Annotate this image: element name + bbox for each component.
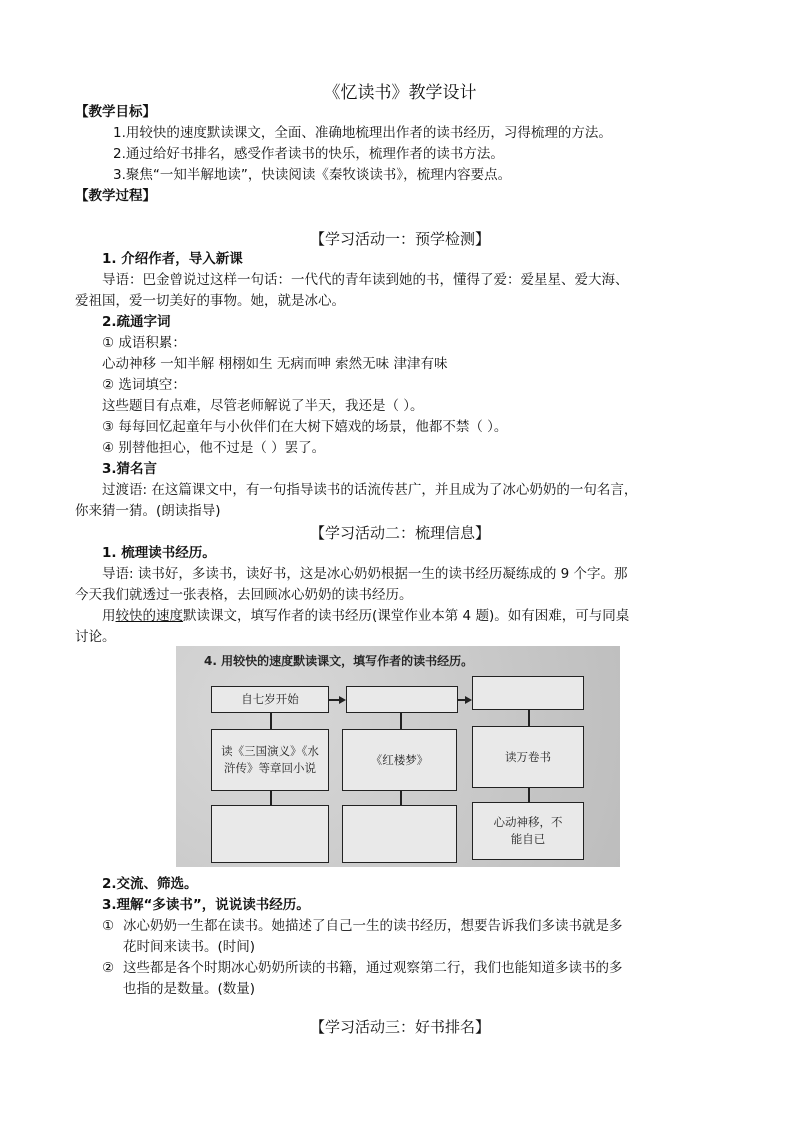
activity2-task-a (102, 606, 629, 626)
activity1-step1-text-b: 爱祖国，爱一切美好的事物。她，就是冰心。 (75, 293, 345, 309)
point2-text-a: 这些都是各个时期冰心奶奶所读的书籍，通过观察第二行，我们也能知道多读书的多 (123, 960, 623, 976)
activity1-step1-text-a: 导语：巴金曾说过这样一句话：一代代的青年读到她的书，懂得了爱：爱星星、爱大海、 (102, 272, 629, 288)
activity2-heading: 【学习活动二：梳理信息】 (309, 524, 490, 542)
fill-label: ② 选词填空： (102, 377, 186, 393)
box-start: 自七岁开始 (211, 686, 329, 713)
activity1-step2-title: 2.疏通字词 (102, 314, 171, 330)
activity2-step3-title: 3.理解“多读书”，说说读书经历。 (102, 897, 310, 913)
connector-line (400, 791, 402, 805)
point2-text-b: 也指的是数量。(数量) (123, 981, 256, 997)
task-pre: 用 (102, 608, 116, 624)
box-stage-2 (346, 686, 458, 713)
connector-line (528, 788, 530, 802)
figure-heading: 4. 用较快的速度默读课文，填写作者的读书经历。 (204, 654, 474, 668)
activity2-intro-a: 导语: 读书好，多读书，读好书，这是冰心奶奶根据一生的读书经历凝练成的 9 个字。那 (102, 566, 628, 582)
activity2-step2-title: 2.交流、筛选。 (102, 876, 198, 892)
activity2-step1-title: 1. 梳理读书经历。 (102, 545, 216, 561)
activity1-step3-text-a: 过渡语: 在这篇课文中，有一句指导读书的话流传甚广，并且成为了冰心奶奶的一句名言， (102, 482, 638, 498)
document-title: 《忆读书》教学设计 (323, 83, 477, 103)
connector-line (270, 713, 272, 729)
fill-question-3: ④ 别替他担心，他不过是（ ）罢了。 (102, 440, 326, 456)
box-stage-3 (472, 676, 584, 710)
box-sanguo: 读《三国演义》《水浒传》等章回小说 (211, 729, 329, 791)
goal-2: 2.通过给好书排名，感受作者读书的快乐，梳理作者的读书方法。 (113, 146, 504, 162)
activity1-step3-text-b: 你来猜一猜。(朗读指导) (75, 503, 221, 519)
task-underlined: 较快的速度 (115, 608, 183, 624)
point1-num: ① (102, 918, 115, 934)
connector-line (270, 791, 272, 805)
point1-text-a: 冰心奶奶一生都在读书。她描述了自己一生的读书经历，想要告诉我们多读书就是多 (123, 918, 623, 934)
box-xindong: 心动神移，不能自已 (472, 802, 584, 860)
task-post: 默读课文，填写作者的读书经历(课堂作业本第 4 题)。如有困难，可与同桌 (183, 608, 630, 624)
goal-3: 3.聚焦“一知半解地读”，快读阅读《秦牧谈读书》，梳理内容要点。 (113, 167, 512, 183)
box-bottom-1 (211, 805, 329, 863)
goal-1: 1.用较快的速度默读课文，全面、准确地梳理出作者的读书经历，习得梳理的方法。 (113, 125, 612, 141)
point1-text-b: 花时间来读书。(时间) (123, 939, 256, 955)
activity2-task-b: 讨论。 (75, 629, 116, 645)
activity2-intro-b: 今天我们就透过一张表格，去回顾冰心奶奶的读书经历。 (75, 587, 413, 603)
arrow-icon (339, 696, 346, 704)
activity1-step1-title: 1. 介绍作者，导入新课 (102, 251, 243, 267)
goals-heading: 【教学目标】 (75, 104, 156, 120)
arrow-icon (465, 696, 472, 704)
fill-question-1: 这些题目有点难，尽管老师解说了半天，我还是（ ）。 (102, 398, 424, 414)
fill-question-2: ③ 每每回忆起童年与小伙伴们在大树下嬉戏的场景，他都不禁（ ）。 (102, 419, 508, 435)
idiom-label: ① 成语积累： (102, 335, 186, 351)
point2-num: ② (102, 960, 115, 976)
reading-experience-figure (176, 646, 620, 867)
connector-line (400, 713, 402, 729)
activity1-heading: 【学习活动一：预学检测】 (309, 230, 490, 248)
activity1-step3-title: 3.猜名言 (102, 461, 158, 477)
box-bottom-2 (342, 805, 457, 863)
box-honglou: 《红楼梦》 (342, 729, 457, 791)
process-heading: 【教学过程】 (75, 188, 156, 204)
idiom-list: 心动神移 一知半解 栩栩如生 无病而呻 索然无味 津津有味 (102, 356, 448, 372)
activity3-heading: 【学习活动三：好书排名】 (309, 1018, 490, 1036)
box-wanjuan: 读万卷书 (472, 726, 584, 788)
